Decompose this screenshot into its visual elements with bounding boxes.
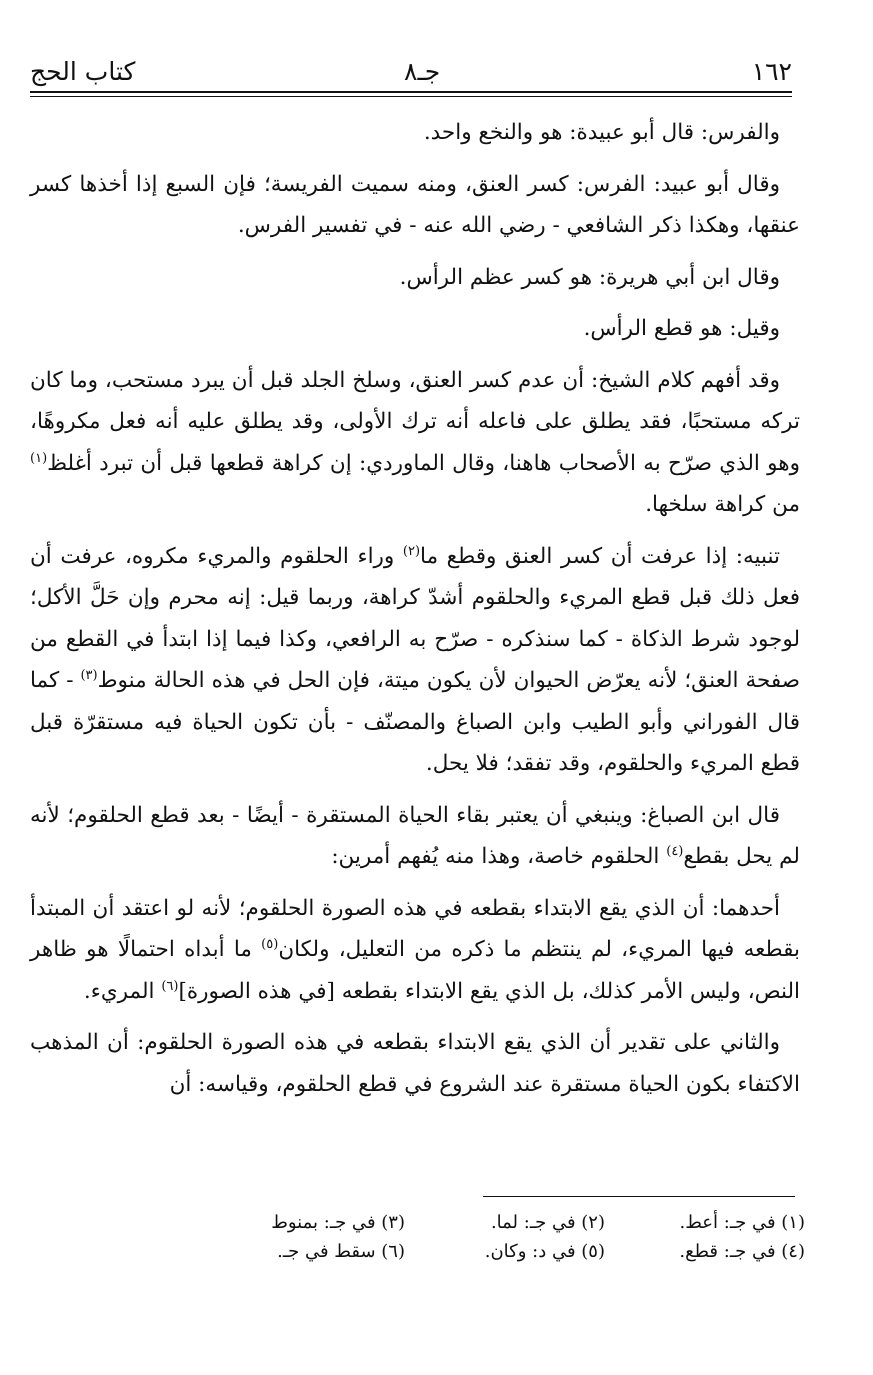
paragraph-text: والفرس: قال أبو عبيدة: هو والنخع واحد. (423, 120, 780, 145)
paragraph-text: المريء. (83, 978, 162, 1004)
footnote-separator (483, 1196, 795, 1197)
paragraph-text: وراء الحلقوم والمريء مكروه، عرفت أن فعل ذلك قبل قطع المريء والحلقوم أشدّ كراهة، وربما قيل: إنه محرم وإن حَلَّ الأكل؛ لوجود شرط الذكاة - كما سنذكره - صرّح به الرافعي، وكذا فيما إذا ابتدأ في القطع من صفحة العنق؛ لأنه يعرّض الحيوان لأن يكون ميتة، فإن الحل في هذه الحالة منوط (30, 543, 800, 693)
paragraph (30, 888, 800, 1013)
paragraph-text: والثاني على تقدير أن الذي يقع الابتداء بقطعه في هذه الصورة الحلقوم: أن المذهب الاكتفاء بكون الحياة مستقرة عند الشروع في قطع الحلقوم، وقياسه: أن (30, 1030, 800, 1097)
paragraph-text: وقد أفهم كلام الشيخ: أن عدم كسر العنق، وسلخ الجلد قبل أن يبرد مستحب، وما كان تركه مستحبًا، فقد يطلق على فاعله أنه ترك الأولى، وقد يطلق عليه أنه فعل مكروهًا، وهو الذي صرّح به الأصحاب هاهنا، وقال الماوردي: إن كراهة قطعها قبل أن تبرد أغلظ (30, 367, 800, 476)
footnote-ref: (٢) (402, 543, 421, 559)
header-rule (30, 91, 792, 93)
paragraph-text: وقال ابن أبي هريرة: هو كسر عظم الرأس. (399, 264, 780, 290)
footnote: (٥) في د: وكان. (484, 1241, 605, 1262)
footnotes (200, 1208, 805, 1266)
book-title: كتاب الحج (30, 57, 136, 86)
paragraph-text: قال ابن الصباغ: وينبغي أن يعتبر بقاء الحياة المستقرة - أيضًا - بعد قطع الحلقوم؛ لأنه لم يحل بقطع (30, 802, 800, 869)
paragraph-text: أحدهما: أن الذي يقع الابتداء بقطعه في هذه الصورة الحلقوم؛ لأنه لو اعتقد أن المبتدأ بقطعه فيها المريء، لم ينتظم ما ذكره من التعليل، ولكان (30, 895, 800, 962)
footnote-ref: (٥) (261, 936, 279, 952)
footnote-ref: (٤) (666, 843, 684, 859)
footnote-ref: (١) (30, 450, 48, 466)
page-number: ١٦٢ (751, 57, 792, 86)
paragraph-text: الحلقوم خاصة، وهذا منه يُفهم أمرين: (331, 844, 667, 869)
paragraph (30, 536, 800, 785)
paragraph-text: وقال أبو عبيد: الفرس: كسر العنق، ومنه سميت الفريسة؛ فإن السبع إذا أخذها كسر عنقها، وهكذا ذكر الشافعي - رضي الله عنه - في تفسير الفرس. (30, 171, 800, 238)
footnote: (٤) في جـ: قطع. (679, 1241, 805, 1262)
paragraph (30, 360, 800, 526)
footnote-row (200, 1237, 805, 1266)
paragraph-text: من كراهة سلخها. (645, 492, 800, 517)
paragraph (30, 795, 800, 878)
paragraph (30, 257, 800, 299)
footnote-row (200, 1208, 805, 1237)
footnote: (١) في جـ: أعط. (679, 1212, 805, 1233)
footnote: (٢) في جـ: لما. (490, 1212, 605, 1233)
paragraph (30, 164, 800, 247)
footnote: (٦) سقط في جـ. (277, 1241, 405, 1262)
paragraph-text: تنبيه: إذا عرفت أن كسر العنق وقطع ما (420, 543, 780, 569)
paragraph (30, 1022, 800, 1105)
footnote-ref: (٦) (161, 978, 179, 994)
paragraph (30, 308, 800, 350)
footnote-ref: (٣) (80, 667, 98, 683)
main-text (30, 112, 800, 1115)
paragraph-text: - كما قال الفوراني وأبو الطيب وابن الصباغ والمصنّف - بأن تكون الحياة فيه مستقرّة قبل قطع المريء والحلقوم، وقد تفقد؛ فلا يحل. (30, 668, 800, 776)
paragraph (30, 112, 800, 154)
footnote: (٣) في جـ: بمنوط (271, 1212, 405, 1233)
header-rule-thin (30, 96, 792, 97)
volume-label: جـ٨ (404, 57, 441, 86)
page-header (30, 52, 792, 92)
paragraph-text: وقيل: هو قطع الرأس. (583, 316, 780, 341)
paragraph-text: ما أبداه احتمالًا هو ظاهر النص، وليس الأمر كذلك، بل الذي يقع الابتداء بقطعه [في هذه الصورة] (30, 937, 800, 1004)
